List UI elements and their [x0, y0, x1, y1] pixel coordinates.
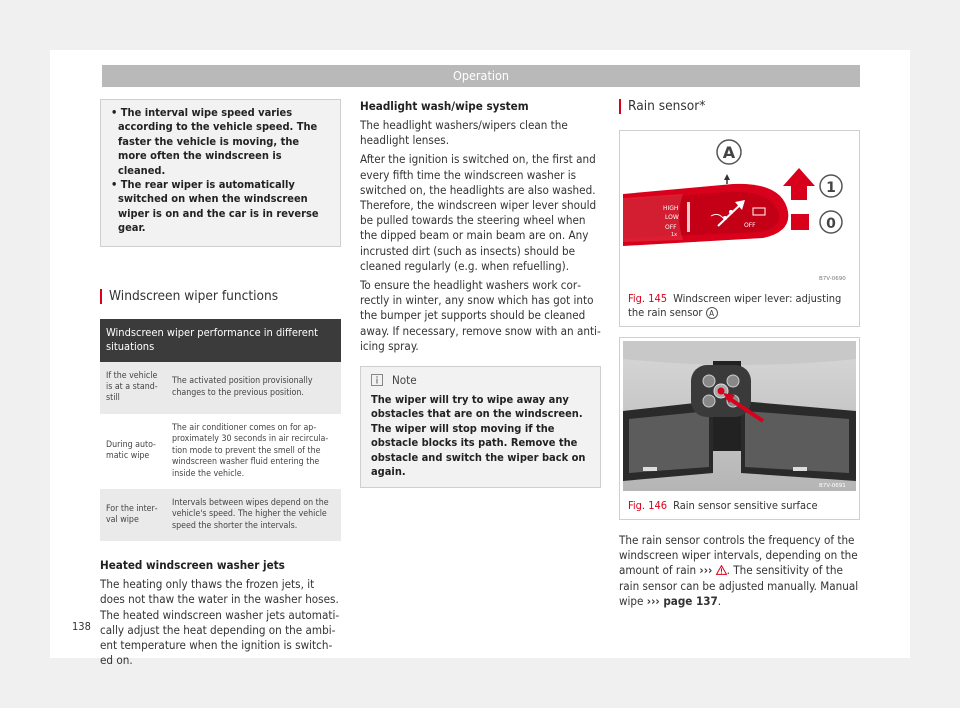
figure-145: [619, 130, 860, 327]
page-header: Operation: [102, 65, 860, 87]
svg-text:1x: 1x: [671, 232, 678, 238]
page-number: 138: [72, 620, 91, 633]
svg-text:1: 1: [826, 180, 836, 196]
info-icon: [371, 374, 383, 386]
note-header: [361, 367, 600, 389]
svg-text:HIGH: HIGH: [663, 205, 679, 212]
table-row: If the vehicle is at a standstill The activated position provisionally changes to the previous position.: [100, 362, 341, 414]
wiper-performance-table: [100, 319, 341, 541]
svg-text:A: A: [722, 143, 736, 162]
rain-sensor-text: The rain sensor controls the frequency of the windscreen wiper intervals, depending on the amount of rain ››› . The sensitivity of the rain sensor can be adjusted manually. Manual wipe ››› page 137.: [619, 533, 859, 608]
wiper-lever-illustration: [623, 134, 856, 284]
table-header: Windscreen wiper performance in different situations: [100, 319, 341, 362]
svg-text:B7V-0691: B7V-0691: [819, 483, 846, 489]
column-right: [619, 99, 860, 609]
column-left: [100, 99, 341, 668]
headlight-wash-p2: After the ignition is switched on, the first and every fifth time the windscreen washer is switched on, the headlights are also washed. Therefore, the windscreen wiper lever should be pulled towards the steering wheel when the dipped beam or main beam are on. Any incrusted dirt (such as insects) should be cleaned regularly (e.g. when refuelling).: [360, 152, 597, 273]
figure-146: [619, 337, 860, 520]
svg-text:0: 0: [826, 216, 836, 232]
info-box: [100, 99, 341, 247]
rain-sensor-drawing: [623, 341, 856, 491]
heated-jets-text: The heating only thaws the frozen jets, it does not thaw the water in the washer hoses. The heated windscreen washer jets automatically adjust the heat depending on the ambient temperature when the ignition is switched on.: [100, 577, 340, 668]
rain-sensor-photo: [623, 341, 856, 491]
heated-jets-title: Heated windscreen washer jets: [100, 558, 285, 573]
table-row: During automatic wipe The air conditioner comes on for approximately 30 seconds in air recirculation mode to prevent the smell of the windscreen washer fluid entering the inside the vehicle.: [100, 414, 341, 489]
section-title-wiper-functions: Windscreen wiper functions: [100, 289, 341, 304]
headlight-wash-p3: To ensure the headlight washers work correctly in winter, any snow which has got into the bumper jet supports should be cleaned away. If necessary, remove snow with an anti-icing spray.: [360, 278, 601, 353]
label-a-badge: A: [706, 307, 718, 319]
page-reference-link[interactable]: ››› page 137: [646, 593, 718, 608]
manual-page: [50, 50, 910, 668]
note-box: [360, 366, 601, 488]
figure-146-caption: Fig. 146 Rain sensor sensitive surface: [628, 499, 818, 512]
note-label: Note: [392, 373, 417, 388]
svg-text:OFF: OFF: [744, 222, 756, 229]
svg-text:OFF: OFF: [665, 224, 677, 231]
column-middle: [360, 99, 601, 488]
section-title-rain-sensor: Rain sensor*: [619, 99, 860, 114]
figure-145-caption: Fig. 145 Windscreen wiper lever: adjusting the rain sensor A: [628, 292, 842, 319]
warning-icon: [716, 565, 727, 575]
table-row: For the interval wipe Intervals between wipes depend on the vehicle's speed. The higher the vehicle speed the shorter the intervals.: [100, 489, 341, 541]
wiper-lever-drawing: [623, 134, 856, 284]
svg-text:B7V-0690: B7V-0690: [819, 276, 846, 282]
headlight-wash-p1: The headlight washers/wipers clean the headlight lenses.: [360, 118, 568, 148]
info-bullet: • The interval wipe speed varies according to the vehicle speed. The faster the vehicle is moving, the more often the windscreen is cleaned.: [111, 106, 318, 177]
svg-text:LOW: LOW: [665, 214, 679, 221]
info-bullet: • The rear wiper is automatically switched on when the windscreen wiper is on and the car is in reverse gear.: [111, 178, 319, 235]
note-text: The wiper will try to wipe away any obstacles that are on the windscreen. The wiper will stop moving if the obstacle blocks its path. Remove the obstacle and switch the wiper back on again.: [371, 393, 586, 479]
headlight-wash-title: Headlight wash/wipe system: [360, 99, 529, 113]
